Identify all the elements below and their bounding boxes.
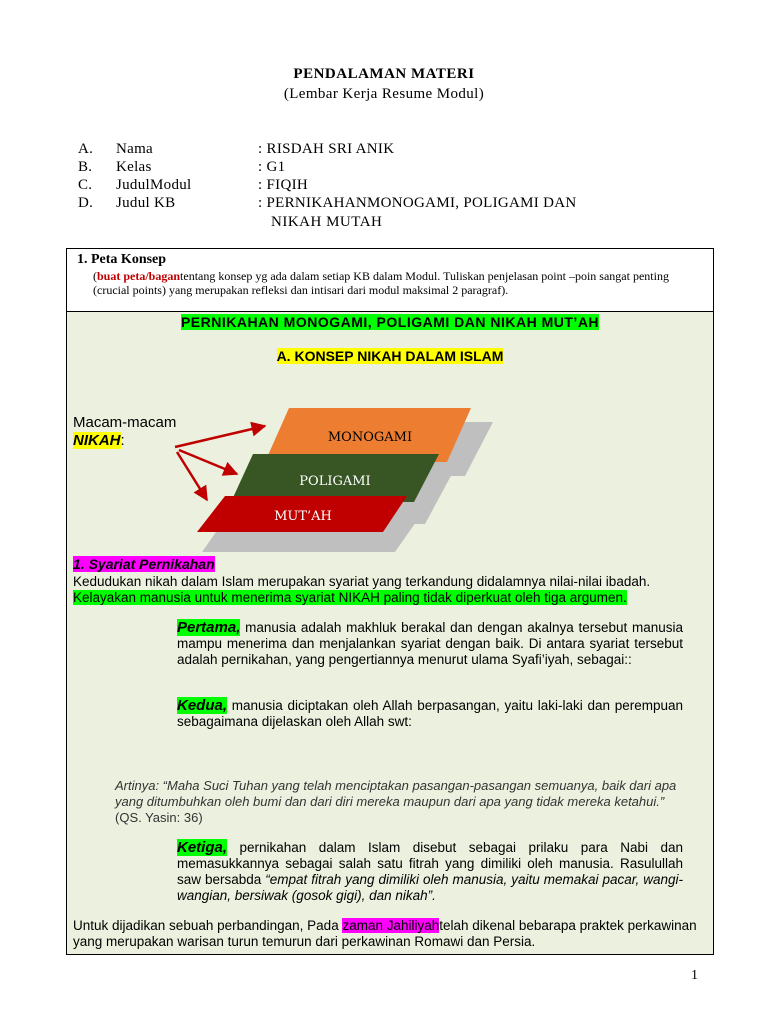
info-value: : FIQIH	[258, 177, 309, 193]
monogami-label: MONOGAMI	[327, 430, 413, 445]
instruction-text: tentang konsep yg ada dalam setiap KB dalam Modul. Tuliskan penjelasan point –poin sangat penting (crucial points) yang merupakan refleksi dan intisari dari modul maksimal 2 paragraf).	[93, 269, 669, 297]
kedua-keyword: Kedua,	[177, 697, 228, 714]
pertama-paragraph	[177, 620, 683, 668]
poligami-label: POLIGAMI	[299, 474, 371, 489]
identity-block	[78, 140, 698, 230]
content-main-title	[67, 314, 713, 330]
ketiga-quote: “empat fitrah yang dimiliki oleh manusia, yaitu memakai pacar, wangi-wangian, bersiwak (gosok gigi), dan nikah”.	[177, 872, 683, 903]
info-label: Judul KB	[116, 195, 176, 211]
pertama-keyword: Pertama,	[177, 619, 241, 636]
syariat-heading	[73, 556, 215, 572]
main-title-text: PERNIKAHAN MONOGAMI, POLIGAMI DAN NIKAH MUT’AH	[180, 314, 600, 330]
ketiga-paragraph	[177, 840, 683, 904]
open-paren: (	[93, 269, 97, 283]
concept-map-content-box	[66, 311, 714, 955]
sub-title-text: A. KONSEP NIKAH DALAM ISLAM	[276, 348, 504, 364]
info-letter: C.	[78, 177, 93, 193]
instruction-emphasis: buat peta/bagan	[97, 269, 181, 283]
syariat-highlight: Kelayakan manusia untuk menerima syariat NIKAH paling tidak diperkuat oleh tiga argumen.	[73, 590, 627, 605]
info-label: Kelas	[116, 159, 152, 175]
info-kb-continuation: NIKAH MUTAH	[271, 214, 383, 230]
content-sub-title	[67, 348, 713, 364]
info-letter: A.	[78, 141, 94, 157]
page-number: 1	[691, 968, 698, 983]
macam-label: Macam-macam	[73, 414, 177, 431]
info-row-kb	[78, 194, 698, 212]
concept-map-header-box	[66, 248, 714, 312]
closing-end: telah dikenal bebarapa praktek perkawinan yang merupakan warisan turun temurun dari perkawinan Romawi dan Persia.	[73, 918, 697, 949]
pertama-text: manusia adalah makhluk berakal dan dengan akalnya tersebut manusia mampu menerima dan menjalankan syariat dengan baik. Di antara syariat tersebut adalah pernikahan, yang pengertiannya menurut ulama Syafi’iyah, sebagai::	[177, 620, 683, 667]
closing-paragraph	[73, 918, 709, 950]
info-value: : PERNIKAHANMONOGAMI, POLIGAMI DAN	[258, 195, 577, 211]
info-label: JudulModul	[116, 177, 192, 193]
ketiga-text: pernikahan dalam Islam disebut sebagai prilaku para Nabi dan memasukkannya sebagai salah satu fitrah yang dimiliki oleh manusia. Rasulullah saw bersabda	[177, 840, 683, 887]
document-subtitle: (Lembar Kerja Resume Modul)	[283, 86, 485, 102]
nikah-label: NIKAH	[73, 432, 121, 449]
info-value: : G1	[258, 159, 286, 175]
ketiga-keyword: Ketiga,	[177, 839, 228, 856]
closing-highlight: zaman Jahiliyah	[342, 918, 440, 933]
quran-translation	[115, 778, 685, 826]
artinya-ref: (QS. Yasin: 36)	[115, 810, 203, 825]
document-title: PENDALAMAN MATERI	[293, 66, 475, 82]
info-letter: D.	[78, 195, 94, 211]
info-row-class	[78, 158, 698, 176]
arrow-to-monogami	[175, 426, 265, 447]
info-label: Nama	[116, 141, 154, 157]
artinya-text: Artinya: “Maha Suci Tuhan yang telah menciptakan pasangan-pasangan semuanya, baik dari apa yang ditumbuhkan oleh bumi dan dari diri mereka maupun dari apa yang tidak mereka ketahui.”	[115, 778, 677, 809]
mutah-label: MUT’AH	[274, 509, 332, 524]
info-value: : RISDAH SRI ANIK	[258, 141, 395, 157]
info-letter: B.	[78, 159, 93, 175]
kedua-text: manusia diciptakan oleh Allah berpasangan, yaitu laki-laki dan perempuan sebagaimana dijelaskan oleh Allah swt:	[177, 698, 683, 729]
syariat-paragraph	[73, 574, 709, 606]
syariat-heading-text: 1. Syariat Pernikahan	[73, 556, 215, 572]
syariat-text: Kedudukan nikah dalam Islam merupakan syariat yang terkandung didalamnya nilai-nilai ibadah.	[73, 574, 651, 589]
info-row-module	[78, 176, 698, 194]
section-title: 1. Peta Konsep	[77, 252, 167, 267]
closing-start: Untuk dijadikan sebuah perbandingan, Pada	[73, 918, 343, 933]
kedua-paragraph	[177, 698, 683, 730]
section-instruction	[93, 269, 693, 297]
colon: :	[120, 432, 125, 449]
info-row-name	[78, 140, 698, 158]
